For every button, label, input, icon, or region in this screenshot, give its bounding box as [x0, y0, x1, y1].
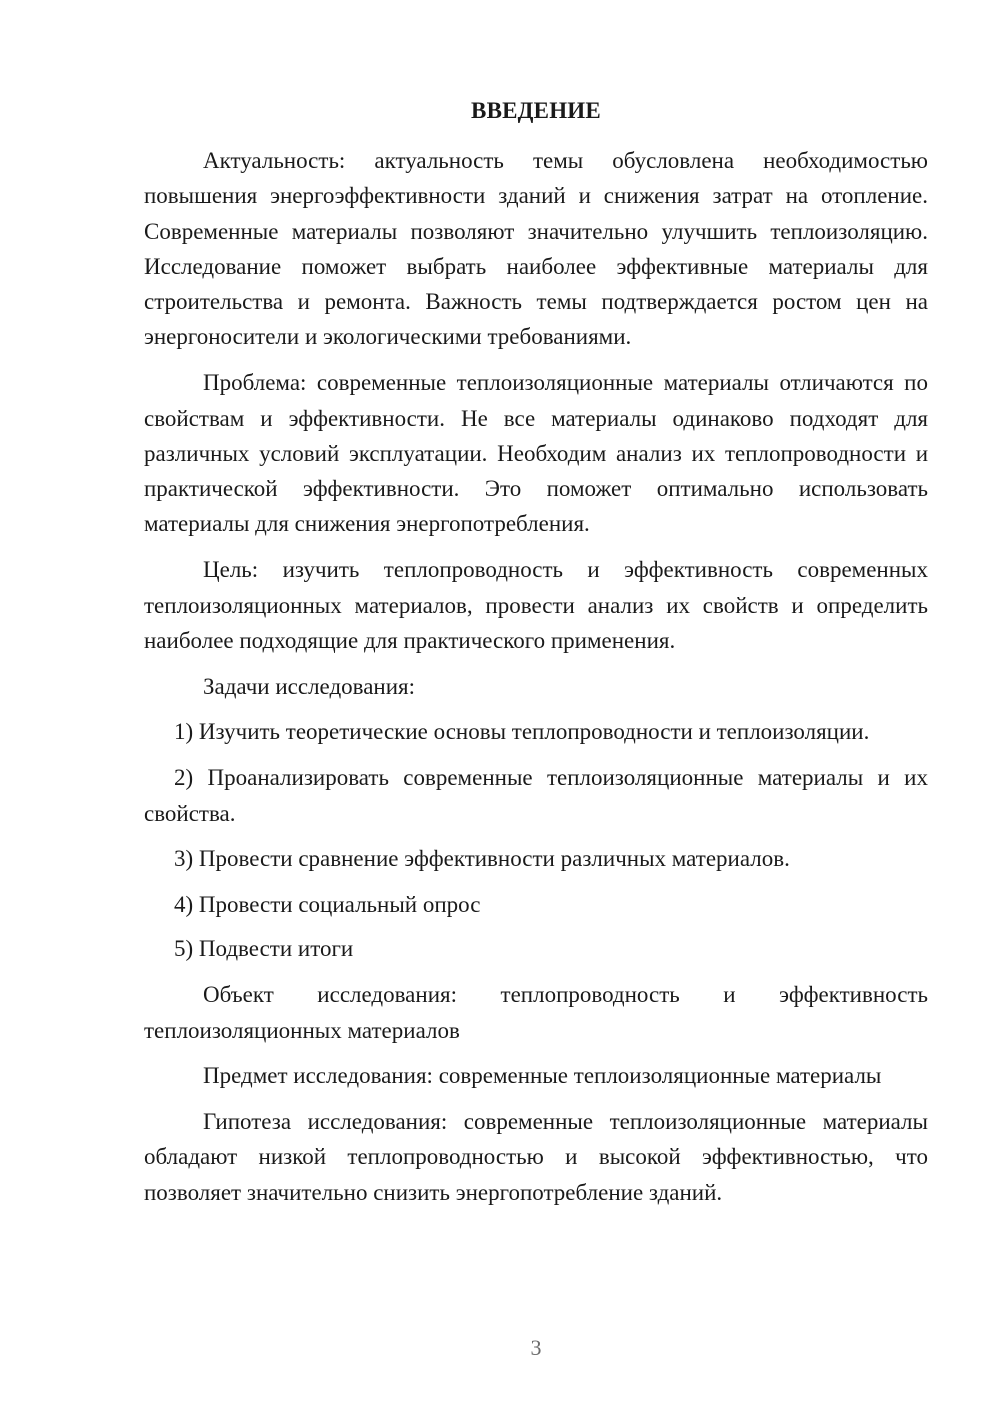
- tasks-heading: Задачи исследования:: [203, 673, 416, 699]
- task-item-4: 4) Провести социальный опрос: [174, 892, 481, 918]
- task-item-1: 1) Изучить теоретические основы теплопроводности и теплоизоляции.: [174, 719, 870, 745]
- document-body: [144, 143, 928, 1210]
- task-item-5: 5) Подвести итоги: [174, 936, 354, 962]
- subject-paragraph: Предмет исследования: современные теплоизоляционные материалы: [203, 1063, 882, 1089]
- page-number: 3: [530, 1335, 542, 1360]
- object-paragraph: Объект исследования: теплопроводность и эффективность теплоизоляционных материалов: [144, 982, 928, 1043]
- problem-paragraph: Проблема: современные теплоизоляционные материалы отличаются по свойствам и эффективности. Не все материалы одинаково подходят для различных условий эксплуатации. Необходим анализ их теплопроводности и практической эффективности. Это поможет оптимально использовать материалы для снижения энергопотребления.: [144, 370, 928, 537]
- goal-paragraph: Цель: изучить теплопроводность и эффективность современных теплоизоляционных материалов, провести анализ их свойств и определить наиболее подходящие для практического применения.: [144, 557, 928, 653]
- relevance-paragraph: Актуальность: актуальность темы обусловлена необходимостью повышения энергоэффективности зданий и снижения затрат на отопление. Современные материалы позволяют значительно улучшить теплоизоляцию. Исследование поможет выбрать наиболее эффективные материалы для строительства и ремонта. Важность темы подтверждается ростом цен на энергоносители и экологическими требованиями.: [144, 148, 928, 350]
- task-item-3: 3) Провести сравнение эффективности различных материалов.: [174, 846, 790, 872]
- hypothesis-paragraph: Гипотеза исследования: современные теплоизоляционные материалы обладают низкой теплопроводностью и высокой эффективностью, что позволяет значительно снизить энергопотребление зданий.: [144, 1109, 928, 1205]
- page-title: ВВЕДЕНИЕ: [471, 98, 601, 123]
- task-item-2: 2) Проанализировать современные теплоизоляционные материалы и их свойства.: [144, 765, 928, 826]
